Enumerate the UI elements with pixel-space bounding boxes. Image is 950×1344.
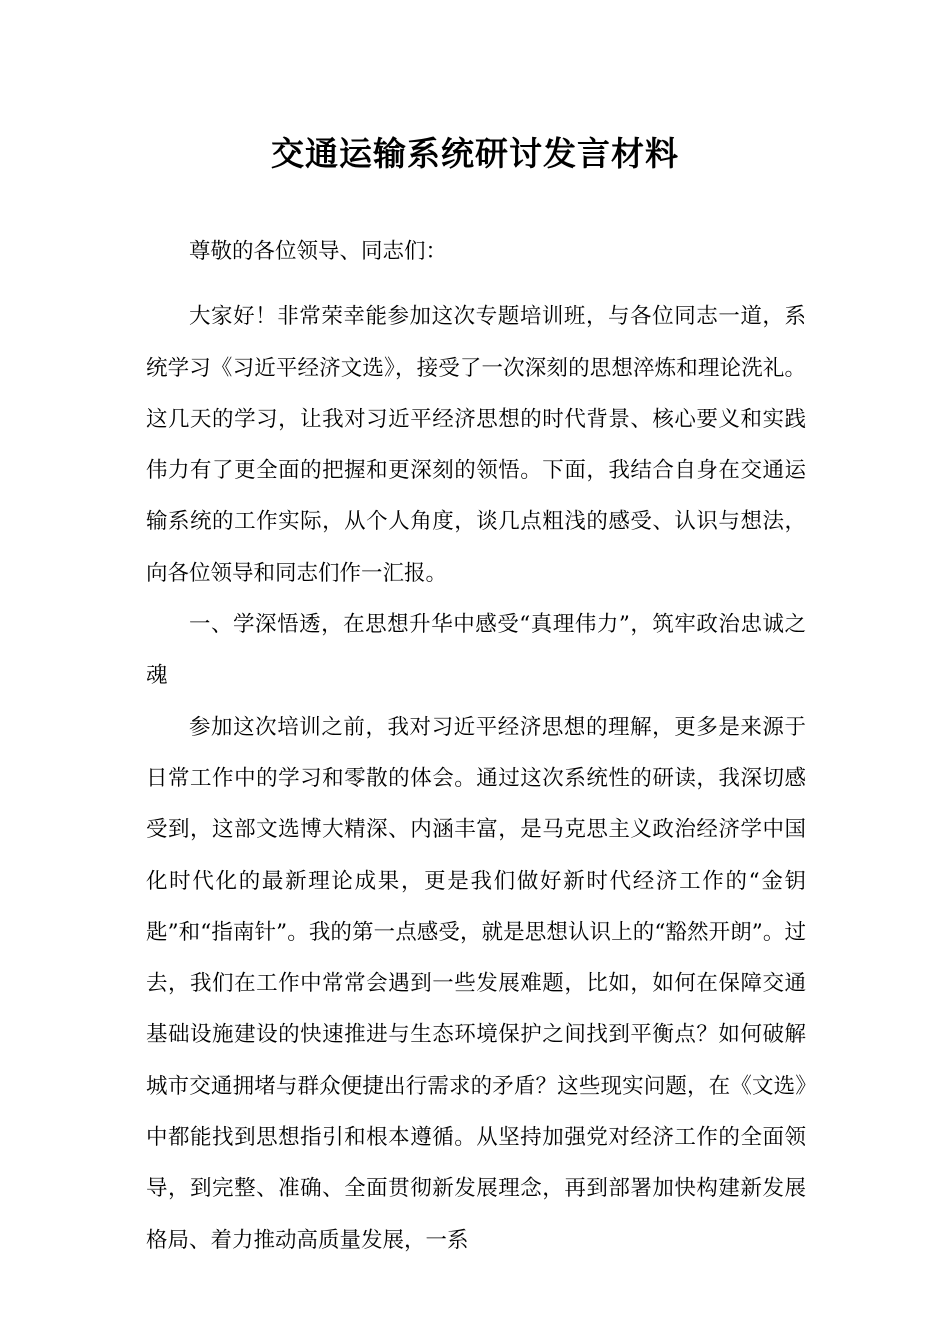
document-body [146, 226, 806, 1266]
paragraph-section-1: 参加这次培训之前，我对习近平经济思想的理解，更多是来源于日常工作中的学习和零散的体会。通过这次系统性的研读，我深切感受到，这部文选博大精深、内涵丰富，是马克思主义政治经济学中国化时代化的最新理论成果，更是我们做好新时代经济工作的“金钥匙”和“指南针”。我的第一点感受，就是思想认识上的“豁然开朗”。过去，我们在工作中常常会遇到一些发展难题，比如，如何在保障交通基础设施建设的快速推进与生态环境保护之间找到平衡点？如何破解城市交通拥堵与群众便捷出行需求的矛盾？这些现实问题，在《文选》中都能找到思想指引和根本遵循。从坚持加强党对经济工作的全面领导，到完整、准确、全面贯彻新发展理念，再到部署加快构建新发展格局、着力推动高质量发展，一系 [146, 714, 806, 1253]
section-heading-1: 一、学深悟透，在思想升华中感受“真理伟力”，筑牢政治忠诚之魂 [146, 612, 806, 689]
document-title: 交通运输系统研讨发言材料 [271, 134, 679, 173]
salutation: 尊敬的各位领导、同志们： [189, 239, 448, 264]
paragraph-intro: 大家好！非常荣幸能参加这次专题培训班，与各位同志一道，系统学习《习近平经济文选》，接受了一次深刻的思想淬炼和理论洗礼。这几天的学习，让我对习近平经济思想的时代背景、核心要义和实践伟力有了更全面的把握和更深刻的领悟。下面，我结合自身在交通运输系统的工作实际，从个人角度，谈几点粗浅的感受、认识与想法，向各位领导和同志们作一汇报。 [146, 304, 806, 586]
